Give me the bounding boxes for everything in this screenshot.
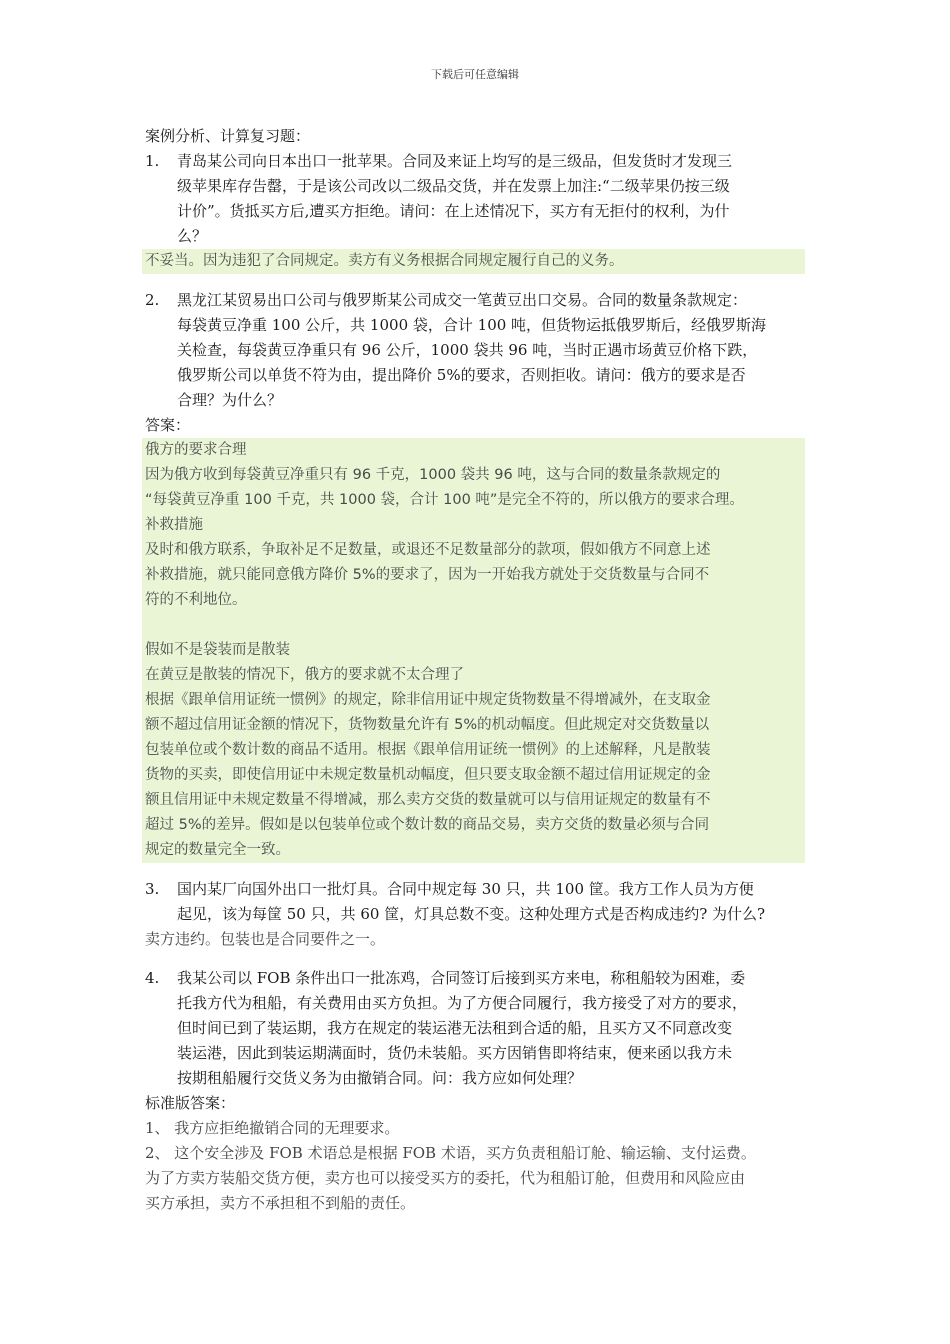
question-line: 装运港，因此到装运期满面时，货仍未装船。买方因销售即将结束，便来函以我方未 <box>177 1044 733 1062</box>
question-line: 青岛某公司向日本出口一批苹果。合同及来证上均写的是三级品，但发货时才发现三 <box>177 152 733 170</box>
answer-line: 俄方的要求合理 <box>145 442 247 458</box>
question-2 <box>145 288 805 413</box>
question-number: 1. <box>145 152 160 170</box>
question-line: 但时间已到了装运期，我方在规定的装运港无法租到合适的船，且买方又不同意改变 <box>177 1019 733 1037</box>
question-number: 4. <box>145 969 160 987</box>
question-line: 起见，该为每筐 50 只，共 60 筐，灯具总数不变。这种处理方式是否构成违约? 为什么? <box>177 905 766 923</box>
question-line: 我某公司以 FOB 条件出口一批冻鸡，合同签订后接到买方来电，称租船较为困难，委 <box>177 969 746 987</box>
question-line: 俄罗斯公司以单货不符为由，提出降价 5%的要求，否则拒收。请问：俄方的要求是否 <box>177 366 746 384</box>
answer-line: 2、 这个安全涉及 FOB 术语总是根据 FOB 术语，买方负责租船订舱、输运输、支付运费。 <box>145 1144 756 1162</box>
question-4 <box>145 966 805 1091</box>
question-text <box>177 966 805 1091</box>
answer-line: 额且信用证中未规定数量不得增减，那么卖方交货的数量就可以与信用证规定的数量有不 <box>145 792 711 808</box>
answer-line: 不妥当。因为违犯了合同规定。卖方有义务根据合同规定履行自己的义务。 <box>145 253 624 269</box>
page-header: 下载后可任意编辑 <box>431 68 519 81</box>
question-number: 3. <box>145 880 160 898</box>
question-line: 么？ <box>177 227 208 245</box>
question-text <box>177 288 805 413</box>
question-line: 黑龙江某贸易出口公司与俄罗斯某公司成交一笔黄豆出口交易。合同的数量条款规定： <box>177 291 748 309</box>
question-text <box>177 149 805 249</box>
question-line: 国内某厂向国外出口一批灯具。合同中规定每 30 只，共 100 筐。我方工作人员为方便 <box>177 880 754 898</box>
answer-line: 买方承担，卖方不承担租不到船的责任。 <box>145 1194 416 1212</box>
answer-line: 卖方违约。包装也是合同要件之一。 <box>145 930 386 948</box>
answer-line: 货物的买卖，即使信用证中未规定数量机动幅度，但只要支取金额不超过信用证规定的金 <box>145 767 711 783</box>
answer-line: 假如不是袋装而是散装 <box>145 642 290 658</box>
document-body <box>145 124 805 1216</box>
question-line: 按期租船履行交货义务为由撤销合同。问：我方应如何处理？ <box>177 1069 583 1087</box>
question-line: 计价”。货抵买方后,遭买方拒绝。请问：在上述情况下，买方有无拒付的权利，为什 <box>177 202 730 220</box>
answer-line: 因为俄方收到每袋黄豆净重只有 96 千克，1000 袋共 96 吨，这与合同的数量条款规定的 <box>145 467 721 483</box>
question-3 <box>145 877 805 927</box>
question-text <box>177 877 805 927</box>
question-line: 关检查，每袋黄豆净重只有 96 公斤，1000 袋共 96 吨，当时正遇市场黄豆价格下跌， <box>177 341 758 359</box>
question-line: 合理？为什么？ <box>177 391 283 409</box>
question-number: 2. <box>145 291 160 309</box>
question-1 <box>145 149 805 249</box>
answer-line: 1、 我方应拒绝撤销合同的无理要求。 <box>145 1119 400 1137</box>
answer-line: 在黄豆是散装的情况下，俄方的要求就不太合理了 <box>145 667 464 683</box>
answer-highlight <box>142 249 805 274</box>
answer-line: 及时和俄方联系，争取补足不足数量，或退还不足数量部分的款项，假如俄方不同意上述 <box>145 542 711 558</box>
answer-line: 符的不利地位。 <box>145 592 247 608</box>
answer-line: 补救措施 <box>145 517 203 533</box>
answer-label: 标准版答案： <box>145 1094 236 1112</box>
answer-line: 规定的数量完全一致。 <box>145 842 290 858</box>
answer-line: 为了方卖方装船交货方便，卖方也可以接受买方的委托，代为租船订舱，但费用和风险应由 <box>145 1169 746 1187</box>
question-line: 级苹果库存告罄，于是该公司改以二级品交货，并在发票上加注:“二级苹果仍按三级 <box>177 177 730 195</box>
answer-highlight <box>142 438 805 863</box>
document-title: 案例分析、计算复习题： <box>145 127 311 145</box>
answer-line: 超过 5%的差异。假如是以包装单位或个数计数的商品交易，卖方交货的数量必须与合同 <box>145 817 710 833</box>
question-line: 每袋黄豆净重 100 公斤，共 1000 袋，合计 100 吨，但货物运抵俄罗斯后，经俄罗斯海 <box>177 316 767 334</box>
answer-line: 补救措施，就只能同意俄方降价 5%的要求了，因为一开始我方就处于交货数量与合同不 <box>145 567 710 583</box>
answer-line: 额不超过信用证金额的情况下，货物数量允许有 5%的机动幅度。但此规定对交货数量以 <box>145 717 710 733</box>
answer-label: 答案： <box>145 416 191 434</box>
question-line: 托我方代为租船，有关费用由买方负担。为了方便合同履行，我方接受了对方的要求， <box>177 994 748 1012</box>
answer-line: “每袋黄豆净重 100 千克，共 1000 袋，合计 100 吨”是完全不符的，所以俄方的要求合理。 <box>145 492 744 508</box>
answer-line: 根据《跟单信用证统一惯例》的规定，除非信用证中规定货物数量不得增减外，在支取金 <box>145 692 711 708</box>
answer-line: 包装单位或个数计数的商品不适用。根据《跟单信用证统一惯例》的上述解释，凡是散装 <box>145 742 711 758</box>
